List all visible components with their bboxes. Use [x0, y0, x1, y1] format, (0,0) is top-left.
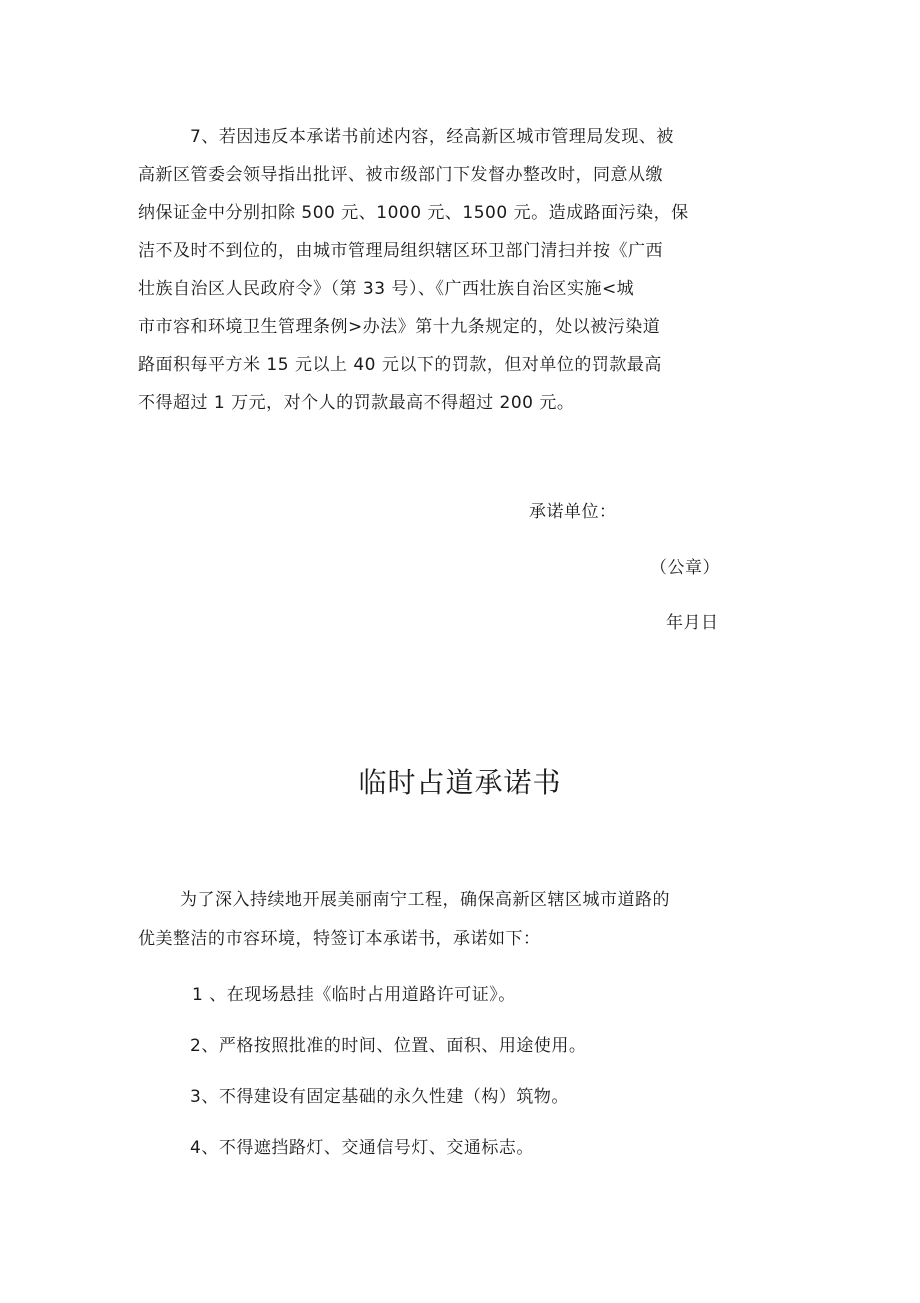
- list-item: 1 、在现场悬挂《临时占用道路许可证》。: [192, 985, 516, 1005]
- list-item: 3、不得建设有固定基础的永久性建（构）筑物。: [190, 1087, 569, 1107]
- official-seal-label: （公章）: [650, 558, 720, 578]
- paragraph-line: 高新区管委会领导指出批评、被市级部门下发督办整改时，同意从缴: [138, 165, 663, 185]
- paragraph-line: 壮族自治区人民政府令》（第 33 号）、《广西壮族自治区实施<城: [138, 279, 635, 299]
- intro-line: 优美整洁的市容环境，特签订本承诺书，承诺如下：: [138, 929, 541, 949]
- promise-unit-label: 承诺单位：: [529, 502, 617, 522]
- paragraph-line: 洁不及时不到位的，由城市管理局组织辖区环卫部门清扫并按《广西: [138, 241, 663, 261]
- paragraph-line: 不得超过 1 万元，对个人的罚款最高不得超过 200 元。: [138, 393, 575, 413]
- list-item: 4、不得遮挡路灯、交通信号灯、交通标志。: [190, 1138, 534, 1158]
- paragraph-line: 纳保证金中分别扣除 500 元、1000 元、1500 元。造成路面污染，保: [138, 203, 689, 223]
- paragraph-line: 7、若因违反本承诺书前述内容，经高新区城市管理局发现、被: [190, 127, 674, 147]
- intro-line: 为了深入持续地开展美丽南宁工程，确保高新区辖区城市道路的: [180, 890, 670, 910]
- document-title: 临时占道承诺书: [358, 766, 562, 799]
- date-label: 年月日: [666, 613, 719, 633]
- list-item: 2、严格按照批准的时间、位置、面积、用途使用。: [190, 1036, 587, 1056]
- paragraph-line: 市市容和环境卫生管理条例>办法》第十九条规定的，处以被污染道: [138, 317, 661, 337]
- paragraph-line: 路面积每平方米 15 元以上 40 元以下的罚款，但对单位的罚款最高: [138, 355, 662, 375]
